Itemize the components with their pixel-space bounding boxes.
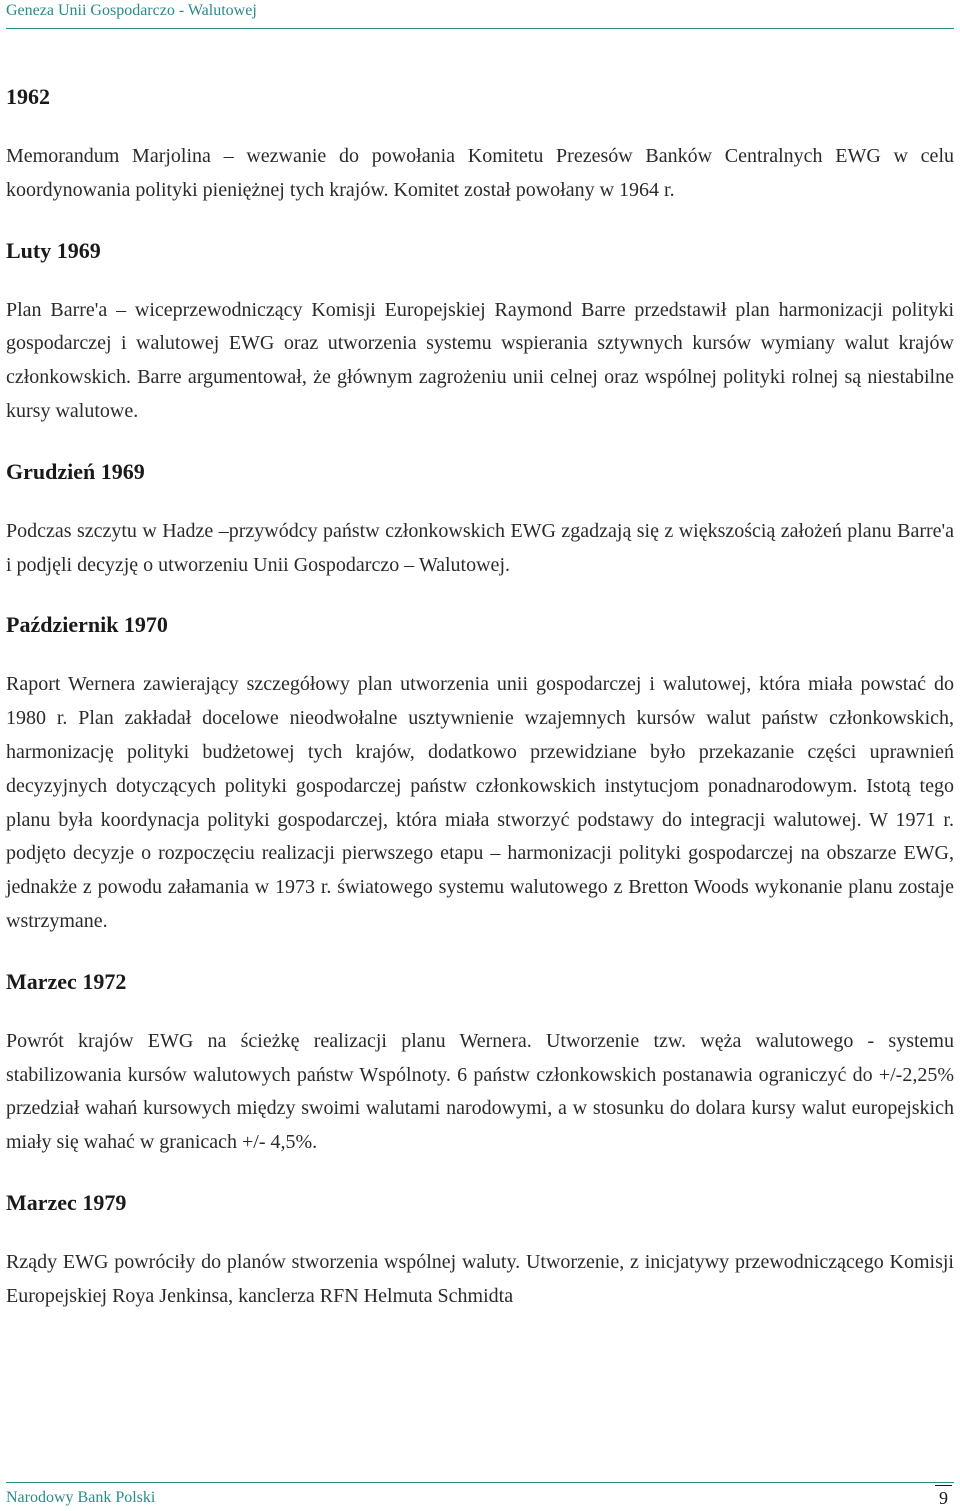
section-pazdziernik-1970 (6, 608, 954, 938)
footer-publisher: Narodowy Bank Polski (6, 1489, 156, 1506)
document-body (6, 80, 954, 1340)
section-text: Rządy EWG powróciły do planów stworzenia wspólnej waluty. Utworzenie, z inicjatywy przewodniczącego Komisji Europejskiej Roya Jenkinsa, kanclerza RFN Helmuta Schmidta (6, 1250, 954, 1307)
section-grudzien-1969 (6, 455, 954, 583)
running-header: Geneza Unii Gospodarczo - Walutowej (6, 2, 257, 19)
section-text: Plan Barre'a – wiceprzewodniczący Komisji Europejskiej Raymond Barre przedstawił plan harmonizacji polityki gospodarczej i walutowej EWG oraz utworzenia systemu wspierania sztywnych kursów wymiany walut krajów członkowskich. Barre argumentował, że głównym zagrożeniu unii celnej oraz wspólnej polityki rolnej są niestabilne kursy walutowe. (6, 298, 954, 422)
section-heading: Marzec 1979 (6, 1189, 127, 1215)
section-text: Podczas szczytu w Hadze –przywódcy państw członkowskich EWG zgadzają się z większością założeń planu Barre'a i podjęli decyzję o utworzeniu Unii Gospodarczo – Walutowej. (6, 519, 954, 576)
header-divider (6, 28, 954, 29)
section-text: Powrót krajów EWG na ścieżkę realizacji planu Wernera. Utworzenie tzw. węża walutowego - systemu stabilizowania kursów walutowych państw Wspólnoty. 6 państw członkowskich postanawia ograniczyć do +/-2,25% przedział wahań kursowych między swoimi walutami narodowymi, a w stosunku do dolara kursy walut europejskich miały się wahać w granicach +/- 4,5%. (6, 1029, 954, 1154)
section-marzec-1979 (6, 1186, 954, 1314)
section-text: Memorandum Marjolina – wezwanie do powołania Komitetu Prezesów Banków Centralnych EWG w celu koordynowania polityki pieniężnej tych krajów. Komitet został powołany w 1964 r. (6, 145, 954, 201)
section-text: Raport Wernera zawierający szczegółowy plan utworzenia unii gospodarczej i walutowej, która miała powstać do 1980 r. Plan zakładał docelowe nieodwołalne usztywnienie wzajemnych kursów walut państw członkowskich, harmonizację polityki budżetowej tych krajów, dodatkowo przewidziane było przekazanie części uprawnień decyzyjnych dotyczących polityki gospodarczej państw członkowskich instytucjom ponadnarodowym. Istotą tego planu była koordynacja polityki gospodarczej, która miała stworzyć podstawy do integracji walutowej. W 1971 r. podjęto decyzje o rozpoczęciu realizacji pierwszego etapu – harmonizacji polityki gospodarczej na obszarze EWG, jednakże z powodu załamania w 1973 r. światowego systemu walutowego z Bretton Woods wykonanie planu zostaje wstrzymane. (6, 673, 954, 932)
section-1962 (6, 80, 954, 208)
section-heading: 1962 (6, 84, 50, 109)
page-number: 9 (935, 1485, 952, 1511)
section-heading: Luty 1969 (6, 237, 101, 263)
footer-divider (6, 1482, 954, 1483)
section-luty-1969 (6, 234, 954, 429)
section-marzec-1972 (6, 965, 954, 1160)
section-heading: Październik 1970 (6, 612, 168, 638)
section-heading: Marzec 1972 (6, 968, 127, 994)
section-heading: Grudzień 1969 (6, 458, 145, 484)
